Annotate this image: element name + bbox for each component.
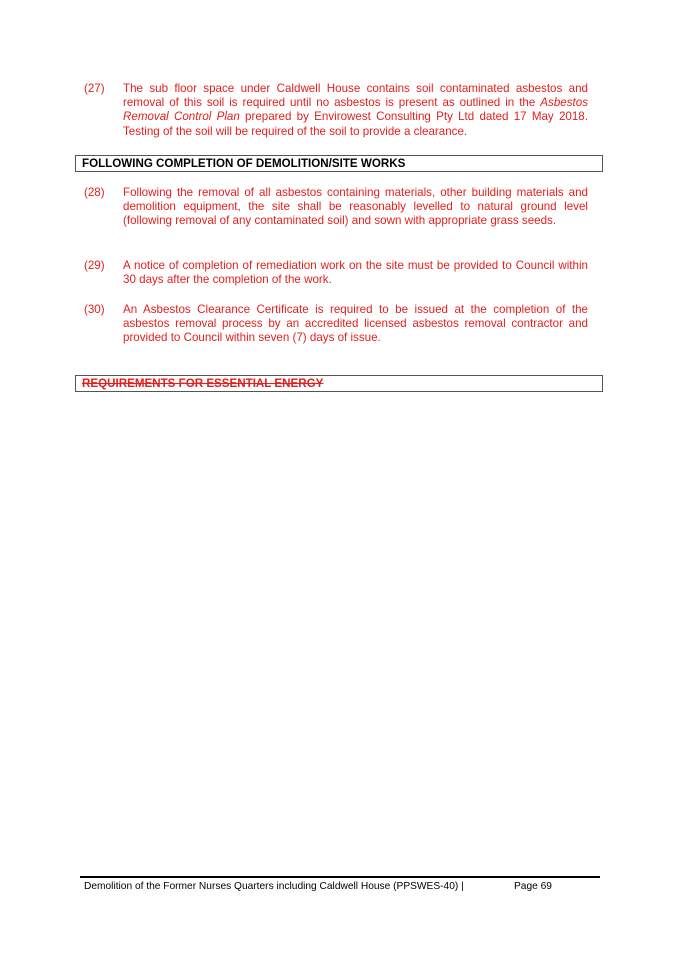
condition-27	[84, 82, 588, 139]
condition-29	[84, 259, 588, 287]
section-heading-completion	[75, 155, 603, 172]
condition-30	[84, 303, 588, 346]
section-heading-text: FOLLOWING COMPLETION OF DEMOLITION/SITE WORKS	[82, 157, 406, 170]
condition-text	[123, 82, 588, 139]
plan-title: Asbestos Removal Control Plan	[123, 96, 588, 124]
condition-28	[84, 186, 588, 229]
condition-number: (29)	[84, 259, 105, 272]
footer-rule	[80, 876, 600, 878]
page-number: Page 69	[514, 881, 552, 892]
condition-text: Following the removal of all asbestos containing materials, other building materials and demolition equipment, the site shall be reasonably levelled to natural ground level (following removal of any contaminated soil) and sown with appropriate grass seeds.	[123, 186, 588, 228]
condition-text: A notice of completion of remediation work on the site must be provided to Council within 30 days after the completion of the work.	[123, 259, 588, 287]
section-heading-text: REQUIREMENTS FOR ESSENTIAL ENERGY	[82, 377, 324, 390]
condition-text-part: The sub floor space under Caldwell House contains soil contaminated asbestos and removal of this soil is required until no asbestos is present as outlined in the	[123, 82, 588, 110]
footer-title: Demolition of the Former Nurses Quarters including Caldwell House (PPSWES-40) |	[84, 881, 464, 892]
section-heading-essential-energy	[75, 375, 603, 392]
condition-number: (28)	[84, 186, 105, 199]
condition-text: An Asbestos Clearance Certificate is required to be issued at the completion of the asbestos removal process by an accredited licensed asbestos removal contractor and provided to Council within seven (7) days of issue.	[123, 303, 588, 345]
condition-text-part: prepared by Envirowest Consulting Pty Ltd dated 17 May 2018. Testing of the soil will be required of the soil to provide a clearance.	[123, 110, 588, 138]
condition-number: (30)	[84, 303, 105, 316]
condition-number: (27)	[84, 82, 105, 95]
